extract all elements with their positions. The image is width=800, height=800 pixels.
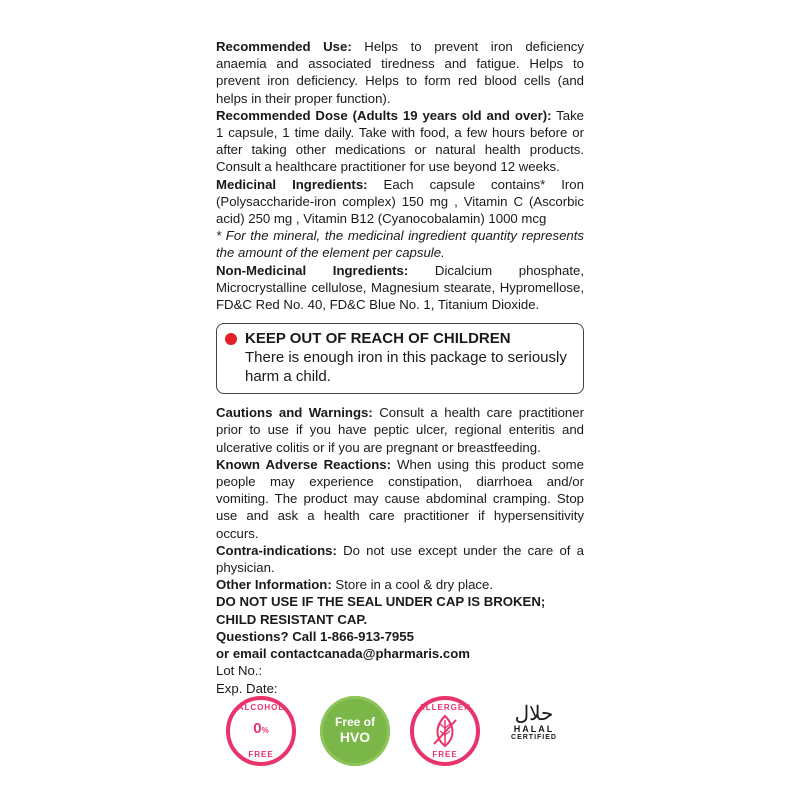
non-medicinal-ingredients-text: Dicalcium phosphate, Microcrystalline cellulose, Magnesium stearate, Hypromellose, FD&C Red No. 40, FD&C Blue No. 1, Titanium Dioxide. (216, 262, 584, 313)
recommended-dose-text: Take 1 capsule, 1 time daily. Take with food, a few hours before or after taking other medications or natural health products. Consult a healthcare practitioner for use beyond 12 weeks. (216, 107, 584, 175)
recommended-dose-label: Recommended Dose (Adults 19 years old and over): (216, 107, 552, 123)
halal-word: HALAL (513, 724, 555, 734)
allergen-free-badge (410, 696, 480, 766)
cautions-warnings (216, 404, 584, 456)
mineral-note: * For the mineral, the medicinal ingredient quantity represents the amount of the element per capsule. (216, 228, 584, 261)
alcohol-badge-bottom: FREE (248, 750, 274, 759)
recommended-use (216, 38, 584, 107)
adverse-reactions (216, 456, 584, 542)
recommended-use-label: Recommended Use: (216, 39, 352, 54)
contra-label: Contra-indications: (216, 542, 337, 558)
halal-arabic-text: حلال (514, 701, 554, 725)
contra-indications (216, 542, 584, 576)
other-text: Store in a cool & dry place. (331, 577, 494, 593)
questions-phone (216, 628, 584, 645)
contact-email-text: or email contactcanada@pharmaris.com (216, 646, 470, 662)
adverse-text: When using this product some people may experience constipation, diarrhoea and/or vomiting. The product may cause abdominal cramping. Stop use and ask a health care practitioner if hypersensitivity occurs. (216, 456, 584, 541)
free-of-hvo-badge (320, 696, 390, 766)
alcohol-badge-percent: % (261, 726, 269, 735)
warning-title: KEEP OUT OF REACH OF CHILDREN (245, 330, 511, 348)
warning-dot-icon (225, 333, 237, 345)
non-medicinal-ingredients-label: Non-Medicinal Ingredients: (216, 262, 409, 278)
adverse-label: Known Adverse Reactions: (216, 456, 392, 472)
hvo-badge-line2: HVO (339, 729, 371, 745)
alcohol-badge-center (230, 720, 292, 737)
certification-badges (226, 696, 566, 776)
child-resistant-cap-text: CHILD RESISTANT CAP. (216, 611, 368, 627)
allergen-badge-bottom: FREE (432, 750, 458, 759)
allergen-badge-top: ALLERGEN (419, 703, 471, 712)
alcohol-badge-top: ALCOHOL (237, 703, 285, 712)
hvo-badge-line1: Free of (334, 715, 375, 729)
other-information (216, 576, 584, 593)
seal-warning (216, 593, 584, 610)
cautions-label: Cautions and Warnings: (216, 405, 373, 421)
cautions-text: Consult a health care practitioner prior to use if you have peptic ulcer, regional enteritis and ulcerative colitis or if you are pregnant or breastfeeding. (216, 405, 584, 455)
seal-warning-text: DO NOT USE IF THE SEAL UNDER CAP IS BROKEN; (216, 594, 546, 610)
halal-certified-badge (502, 702, 566, 766)
child-resistant-cap (216, 611, 584, 628)
recommended-dose (216, 107, 584, 176)
contact-email (216, 645, 584, 662)
questions-phone-text: Questions? Call 1-866-913-7955 (216, 628, 414, 644)
alcohol-badge-value: 0 (253, 720, 262, 737)
product-label-text (216, 38, 584, 697)
medicinal-ingredients (216, 176, 584, 228)
alcohol-free-badge (226, 696, 296, 766)
medicinal-ingredients-label: Medicinal Ingredients: (216, 176, 368, 192)
expiry-date: Exp. Date: (216, 680, 278, 696)
medicinal-ingredients-text: Each capsule contains* Iron (Polysaccharide-iron complex) 150 mg , Vitamin C (Ascorbic acid) 250 mg , Vitamin B12 (Cyanocobalamin) 1000 mcg (216, 176, 584, 227)
halal-certified-word: CERTIFIED (511, 734, 557, 741)
recommended-use-text: Helps to prevent iron deficiency anaemia and associated tiredness and fatigue. Helps to prevent iron deficiency. Helps to form red blood cells (and helps in their proper function). (216, 39, 584, 106)
contra-text: Do not use except under the care of a physician. (216, 542, 584, 576)
warning-text: There is enough iron in this package to seriously harm a child. (245, 349, 567, 386)
lot-number: Lot No.: (216, 663, 263, 679)
other-label: Other Information: (216, 577, 332, 593)
non-medicinal-ingredients (216, 262, 584, 314)
child-warning-box (216, 323, 584, 394)
